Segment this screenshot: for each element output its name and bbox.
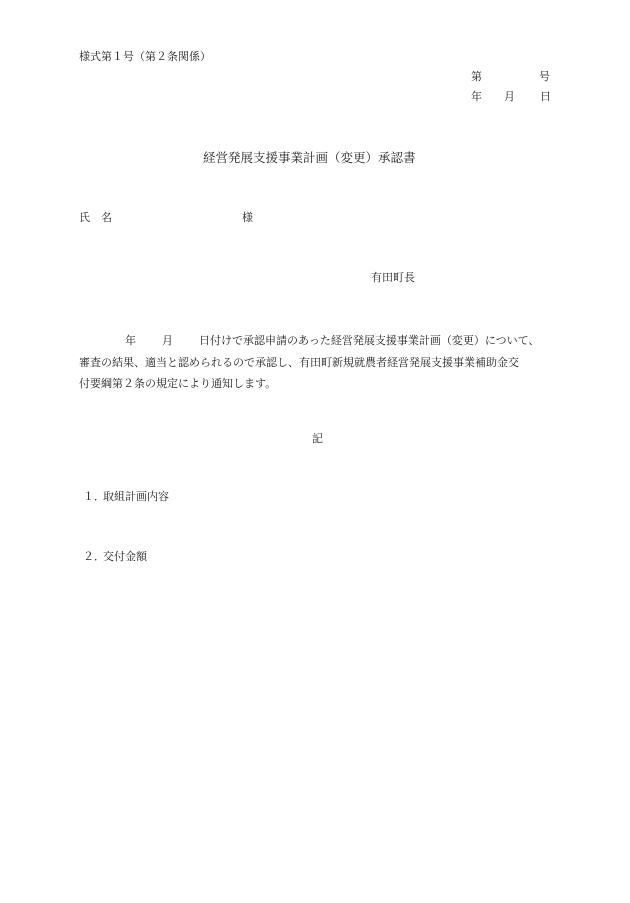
body-month-label: 月: [162, 334, 173, 347]
form-number: 様式第１号（第２条関係）: [79, 50, 211, 63]
document-number-suffix: 号: [539, 70, 550, 83]
notice-body-line-3: 付要綱第２条の規定により通知します。: [79, 377, 277, 390]
date-year-label: 年: [471, 90, 482, 103]
recipient-honorific: 様: [242, 211, 253, 224]
notice-body: [79, 330, 559, 395]
list-item-number: ２．: [83, 550, 105, 563]
ki-heading: 記: [312, 432, 323, 445]
notice-body-line-1: [79, 330, 559, 352]
date-month-label: 月: [504, 90, 515, 103]
document-title: 経営発展支援事業計画（変更）承認書: [203, 150, 416, 165]
recipient-name-label: 氏名: [79, 211, 123, 224]
body-year-label: 年: [125, 334, 136, 347]
body-line-1-text: 日付けで承認申請のあった経営発展支援事業計画（変更）について、: [199, 334, 540, 347]
notice-body-line-2: 審査の結果、適当と認められるので承認し、有田町新規就農者経営発展支援事業補助金交: [79, 355, 519, 369]
list-item-label: 取組計画内容: [103, 490, 169, 503]
list-item-number: １．: [83, 490, 105, 503]
list-item: [83, 491, 169, 502]
list-item: [83, 551, 147, 562]
document-number-label: 第: [471, 70, 482, 83]
list-item-label: 交付金額: [103, 550, 147, 563]
date-day-label: 日: [540, 90, 551, 103]
issuer-name: 有田町長: [371, 271, 415, 284]
